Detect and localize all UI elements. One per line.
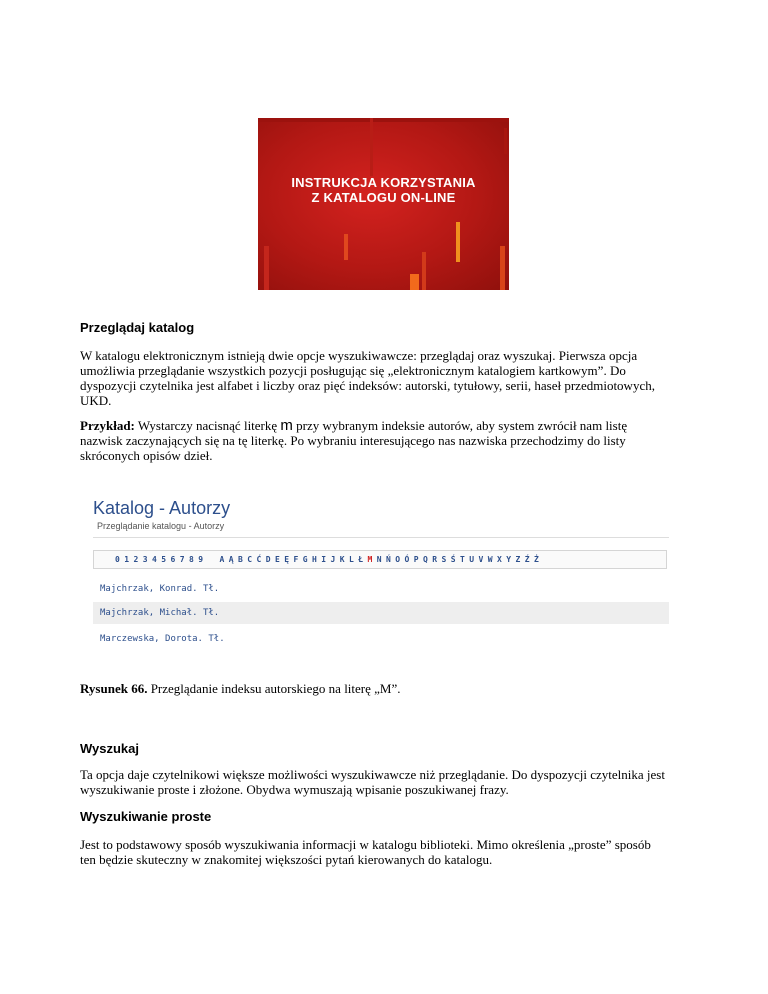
text-line: ten będzie skuteczny w znakomitej większości pytań kierowanych do katalogu. bbox=[80, 852, 493, 867]
index-key-6[interactable]: 6 bbox=[170, 555, 176, 564]
text-line: skróconych opisów dzieł. bbox=[80, 448, 213, 463]
paragraph-simple-search bbox=[80, 837, 688, 867]
index-key-I[interactable]: I bbox=[321, 555, 327, 564]
index-key-M[interactable]: M bbox=[367, 555, 373, 564]
index-key-Ę[interactable]: Ę bbox=[284, 555, 290, 564]
text-line: wyszukiwanie proste i złożone. Obydwa wymuszają wpisanie poszukiwanej frazy. bbox=[80, 782, 509, 797]
section-heading-search: Wyszukaj bbox=[80, 741, 140, 756]
index-key-H[interactable]: H bbox=[312, 555, 317, 564]
index-key-G[interactable]: G bbox=[302, 555, 308, 564]
text-line: UKD. bbox=[80, 393, 112, 408]
index-key-L[interactable]: L bbox=[349, 555, 354, 564]
index-key-Ł[interactable]: Ł bbox=[358, 555, 364, 564]
index-key-O[interactable]: O bbox=[395, 555, 401, 564]
index-key-Ż[interactable]: Ż bbox=[534, 555, 539, 564]
section-heading-simple-search: Wyszukiwanie proste bbox=[80, 809, 212, 824]
index-key-Ć[interactable]: Ć bbox=[256, 555, 262, 564]
index-key-0[interactable]: 0 bbox=[115, 555, 120, 564]
index-key-C[interactable]: C bbox=[247, 555, 253, 564]
index-key-S[interactable]: S bbox=[441, 555, 447, 564]
index-key-B[interactable]: B bbox=[238, 555, 243, 564]
text-line: nazwisk zaczynających się na tę literkę. Po wybraniu interesującego nas nazwiska przechodzimy do listy bbox=[80, 433, 626, 448]
index-key-R[interactable]: R bbox=[432, 555, 438, 564]
index-key-U[interactable]: U bbox=[469, 555, 475, 564]
index-key-3[interactable]: 3 bbox=[142, 555, 148, 564]
author-link[interactable]: Marczewska, Dorota. Tł. bbox=[100, 634, 225, 644]
author-result-row[interactable] bbox=[93, 628, 669, 650]
figure-caption bbox=[80, 681, 688, 696]
index-key-A[interactable]: A bbox=[219, 555, 225, 564]
index-key-Ź[interactable]: Ź bbox=[524, 555, 530, 564]
index-key-4[interactable]: 4 bbox=[152, 555, 157, 564]
example-text: przy wybranym indeksie autorów, aby system zwrócił nam listę bbox=[292, 418, 628, 433]
author-link[interactable]: Majchrzak, Konrad. Tł. bbox=[100, 584, 220, 594]
example-letter: m bbox=[280, 417, 293, 434]
index-key-Ń[interactable]: Ń bbox=[386, 555, 391, 564]
index-key-X[interactable]: X bbox=[497, 555, 502, 564]
author-result-row[interactable] bbox=[93, 602, 669, 624]
text-line bbox=[80, 418, 688, 433]
banner-title-line2: Z KATALOGU ON-LINE bbox=[311, 190, 456, 205]
index-key-Z[interactable]: Z bbox=[515, 555, 521, 564]
index-key-N[interactable]: N bbox=[376, 555, 382, 564]
caption-label: Rysunek 66. bbox=[80, 681, 148, 696]
text-line: dyspozycji czytelnika jest alfabet i liczby oraz pięć indeksów: autorski, tytułowy, serii, haseł przedmiotowych, bbox=[80, 378, 655, 393]
index-key-Ó[interactable]: Ó bbox=[404, 555, 410, 564]
index-key-9[interactable]: 9 bbox=[198, 555, 204, 564]
index-key-K[interactable]: K bbox=[339, 555, 345, 564]
index-key-F[interactable]: F bbox=[293, 555, 299, 564]
index-key-E[interactable]: E bbox=[275, 555, 280, 564]
index-key-Ś[interactable]: Ś bbox=[450, 555, 456, 564]
index-key-P[interactable]: P bbox=[413, 555, 419, 564]
author-link[interactable]: Majchrzak, Michał. Tł. bbox=[100, 608, 220, 618]
index-key-W[interactable]: W bbox=[487, 555, 493, 564]
index-key-1[interactable]: 1 bbox=[124, 555, 130, 564]
example-label: Przykład: bbox=[80, 418, 135, 433]
title-banner bbox=[258, 118, 509, 290]
author-result-row[interactable] bbox=[93, 578, 669, 600]
index-key-T[interactable]: T bbox=[460, 555, 465, 564]
banner-title-line1: INSTRUKCJA KORZYSTANIA bbox=[291, 175, 476, 190]
index-key-8[interactable]: 8 bbox=[189, 555, 194, 564]
index-key-7[interactable]: 7 bbox=[179, 555, 185, 564]
index-key-Q[interactable]: Q bbox=[423, 555, 428, 564]
text-line: W katalogu elektronicznym istnieją dwie opcje wyszukiwawcze: przeglądaj oraz wyszukaj. Pierwsza opcja bbox=[80, 348, 638, 363]
text-line: Ta opcja daje czytelnikowi większe możliwości wyszukiwawcze niż przeglądanie. Do dyspozycji czytelnika jest bbox=[80, 767, 665, 782]
paragraph-browse bbox=[80, 348, 688, 408]
index-key-5[interactable]: 5 bbox=[161, 555, 167, 564]
index-key-J[interactable]: J bbox=[330, 555, 336, 564]
alphabet-index-bar bbox=[93, 550, 667, 569]
paragraph-example bbox=[80, 418, 688, 463]
index-key-Y[interactable]: Y bbox=[506, 555, 512, 564]
section-heading-browse: Przeglądaj katalog bbox=[80, 320, 195, 335]
example-text: Wystarczy nacisnąć literkę bbox=[134, 418, 281, 433]
index-key-V[interactable]: V bbox=[478, 555, 484, 564]
caption-text: Przeglądanie indeksu autorskiego na literę „M”. bbox=[147, 681, 401, 696]
text-line: umożliwia przeglądanie wszystkich pozycji posługując się „elektronicznym katalogiem kartkowym”. Do bbox=[80, 363, 626, 378]
text-line: Jest to podstawowy sposób wyszukiwania informacji w katalogu biblioteki. Mimo określenia „proste” sposób bbox=[80, 837, 651, 852]
catalog-breadcrumb: Przeglądanie katalogu - Autorzy bbox=[97, 521, 225, 531]
index-key-Ą[interactable]: Ą bbox=[228, 555, 234, 564]
paragraph-search bbox=[80, 767, 688, 797]
index-key-D[interactable]: D bbox=[265, 555, 271, 564]
catalog-title: Katalog - Autorzy bbox=[93, 498, 231, 518]
divider bbox=[93, 537, 669, 538]
index-key-2[interactable]: 2 bbox=[133, 555, 139, 564]
